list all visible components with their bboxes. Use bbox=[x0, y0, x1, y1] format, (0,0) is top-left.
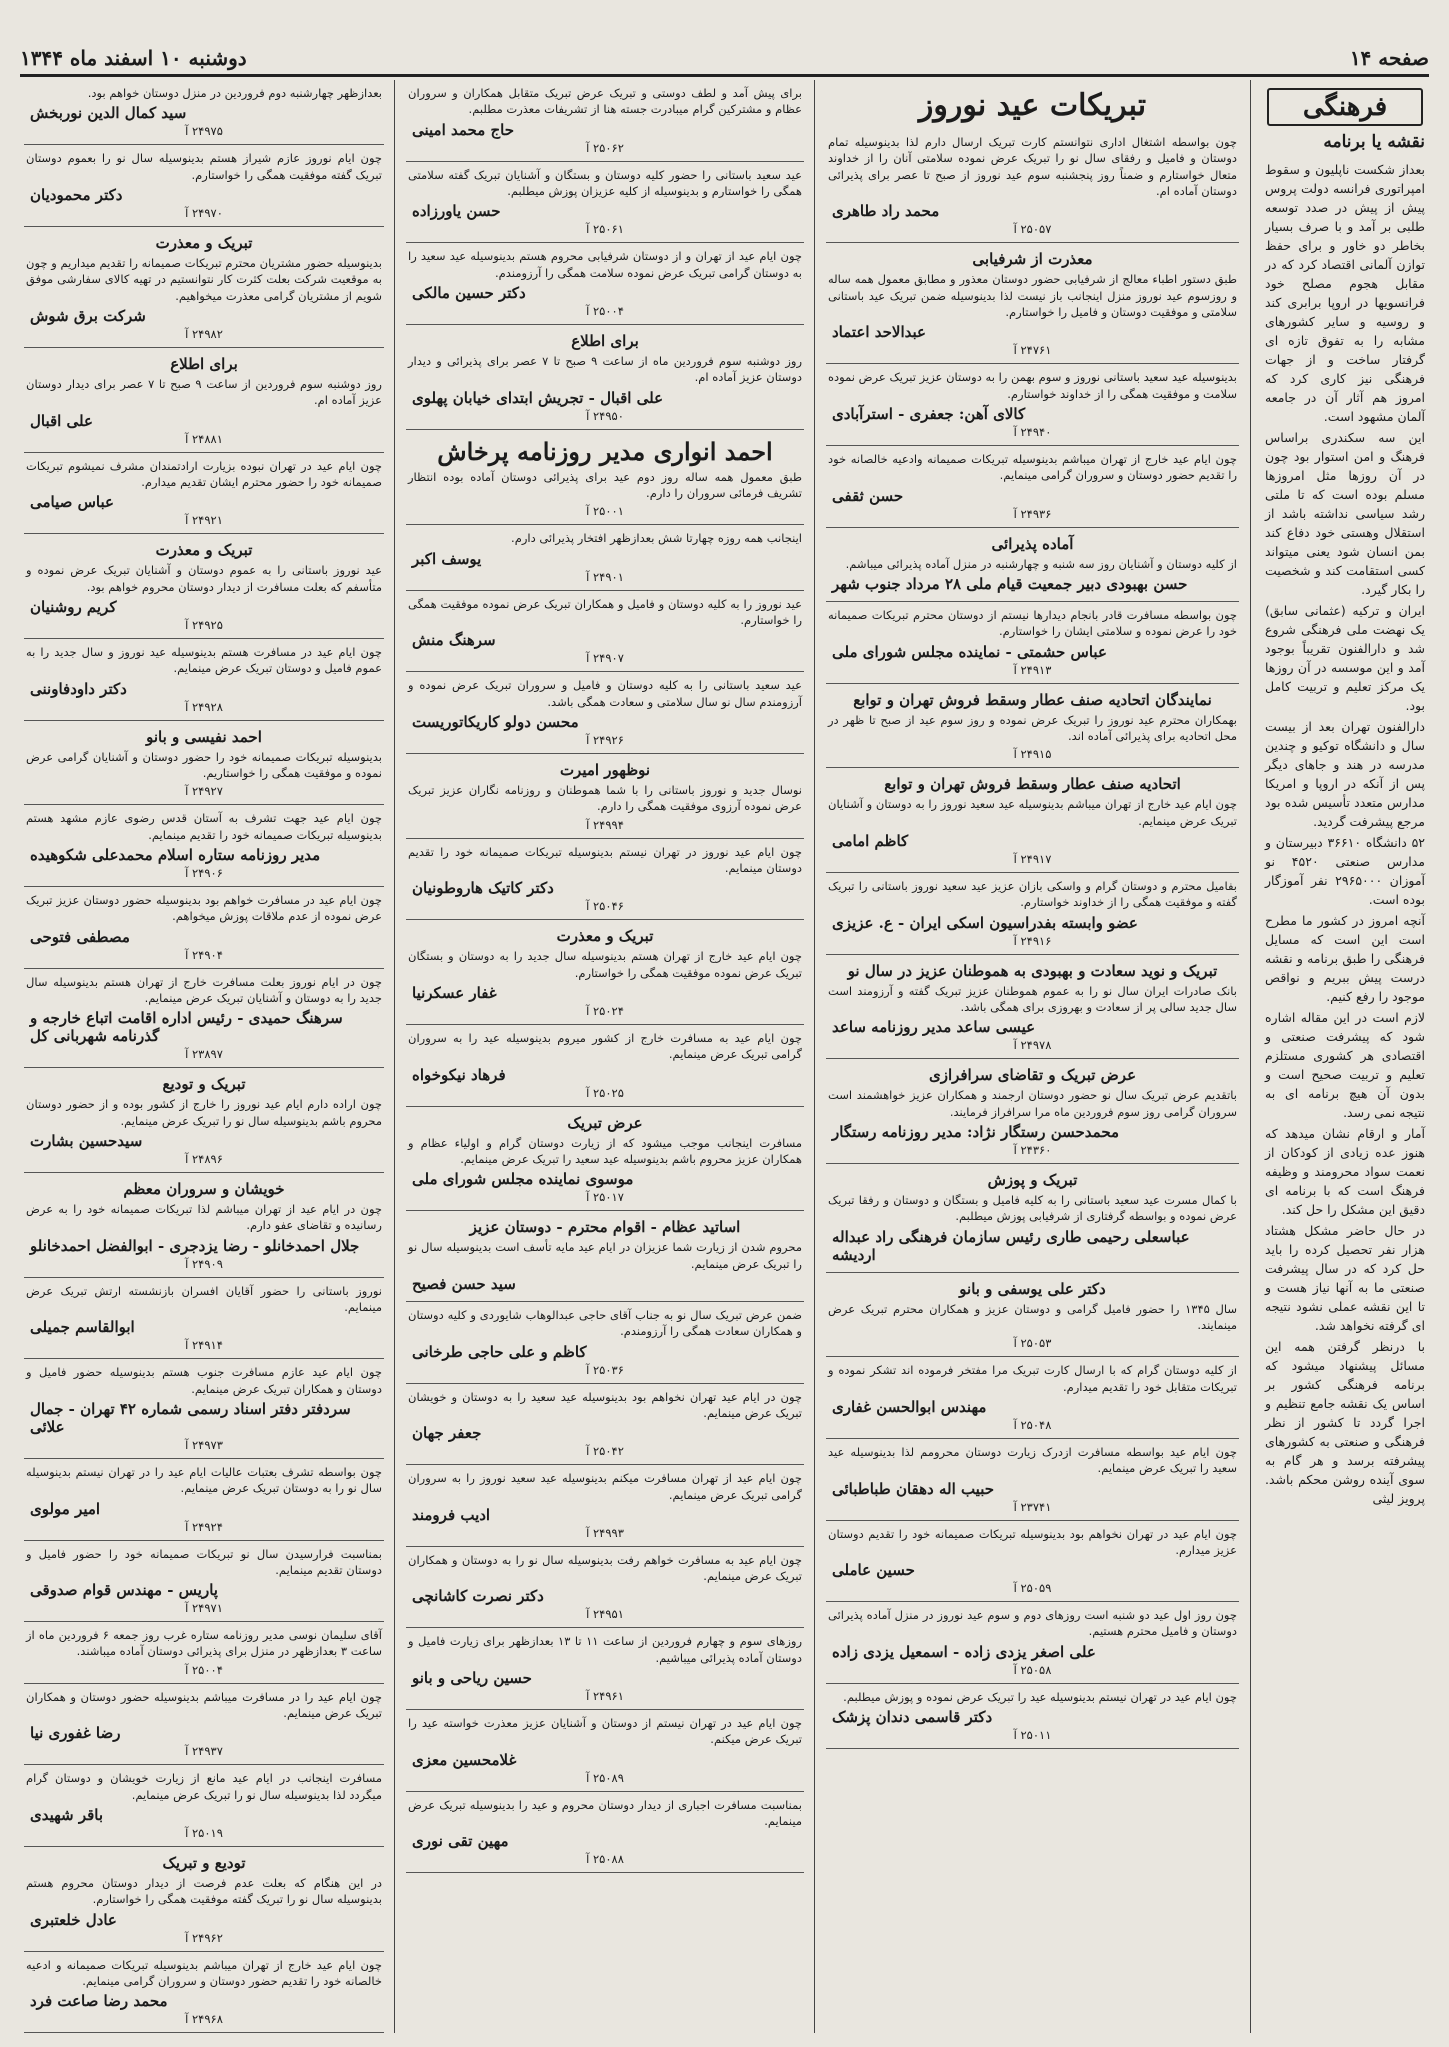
notice-heading: تبریک و پوزش bbox=[987, 1170, 1078, 1189]
greeting-notice bbox=[406, 80, 804, 162]
ad-code: ۲۴۹۳۶ آ bbox=[1013, 506, 1052, 521]
greeting-notice bbox=[826, 1273, 1239, 1358]
ad-code: ۲۵۰۰۱ آ bbox=[586, 504, 624, 519]
notice-signature: سید کمال الدین نوربخش bbox=[30, 104, 187, 123]
notice-signature: موسوی نماینده مجلس شورای ملی bbox=[412, 1170, 634, 1189]
notice-text: طبق دستور اطباء معالج از شرفیابی حضور دوستان معذور و مطابق معمول همه ساله و روزسوم عید نوروز منزل اینجانب باز نیست لذا بدینوسیله ضمن تبریک عید باستانی سلامتی و موفقیت دوستان و فامیل را خواستارم. bbox=[828, 272, 1237, 319]
ad-code: ۲۴۹۹۴ آ bbox=[586, 817, 624, 832]
ad-code: ۲۴۹۱۵ آ bbox=[1013, 747, 1052, 762]
ad-code: ۲۵۰۵۸ آ bbox=[1013, 1662, 1052, 1677]
article-title: نقشه یا برنامه bbox=[1323, 132, 1425, 152]
notice-signature: حبیب اله دهقان طباطبائی bbox=[832, 1479, 995, 1498]
greeting-notice bbox=[406, 325, 804, 430]
ad-code: ۲۵۰۵۹ آ bbox=[1013, 1581, 1052, 1596]
notice-signature: حسن یاورزاده bbox=[412, 202, 501, 221]
notice-text: عید سعید باستانی را به کلیه دوستان و فامیل و سروران تبریک عرض نموده و آرزومندم سال نو سال سلامتی و سعادت همگی باشد. bbox=[408, 678, 802, 709]
notice-signature: علی اقبال - تجریش ابتدای خیابان پهلوی bbox=[412, 388, 664, 407]
notice-text: در این هنگام که بعلت عدم فرصت از دیدار دوستان محروم هستم بدینوسیله سال نو را تبریک گفته موفقیت همگی را خواستارم. bbox=[26, 1876, 382, 1907]
notice-text: بانک صادرات ایران سال نو را به عموم هموطنان عزیز تبریک گفته و آرزومند است سال جدید سالی پر از سعادت و بهروزی برای همگی باشد. bbox=[828, 983, 1237, 1014]
notice-text: چون ایام نوروز عازم شیراز هستم بدینوسیله سال نو را بعموم دوستان تبریک گفته موفقیت همگی را خواستارم. bbox=[26, 151, 382, 182]
article-paragraph: این سه سکندری براساس فرهنگ و امن استوار بود چون در آن روزها مثل امروزها مسلم بوده است که تا ملتی رشد سیاسی نداشته باشد از استقلال وهستی خود دفاع کند بمن انسان شود یعنی میتواند کسی استقامت کند و شخصیت را بکار گیرد. bbox=[1265, 430, 1425, 597]
notice-text: روز دوشنبه سوم فروردین از ساعت ۹ صبح تا ۷ عصر برای دیدار دوستان عزیز آماده ام. bbox=[26, 376, 382, 408]
ad-code: ۲۵۰۴۸ آ bbox=[1013, 1417, 1052, 1432]
article-paragraph: ایران و ترکیه (عثمانی سابق) یک نهضت ملی فرهنگی شروع شد و دارالفنون تقریباً بوجود آمد و این موسسه در آن روزها یک مرکز تعلیم و تربیت کامل بود. bbox=[1265, 603, 1425, 713]
notice-heading: معذرت از شرفیابی bbox=[972, 250, 1093, 269]
notice-text: چون ایام عید به مسافرت خواهم رفت بدینوسیله سال نو را به دوستان و همکاران تبریک عرض مینمایم. bbox=[408, 1552, 802, 1584]
greeting-notice bbox=[826, 768, 1239, 873]
notice-text: چون ایام عید در مسافرت خواهم بود بدینوسیله حضور دوستان عزیز تبریک عرض نموده از عدم ملاقات پوزش میخواهم. bbox=[26, 892, 382, 924]
notice-text: برای پیش آمد و لطف دوستی و تبریک عرض تبریک متقابل همکاران و سروران عظام و مشترکین گرام میبادرت جسته هنا از تشریفات معذرت مطلبم. bbox=[408, 86, 802, 117]
notice-signature: عادل خلعتبری bbox=[30, 1910, 117, 1929]
notice-signature: دکتر نصرت کاشانچی bbox=[412, 1587, 544, 1606]
notice-signature: عیسی ساعد مدیر روزنامه ساعد bbox=[832, 1018, 1036, 1037]
greeting-notice bbox=[24, 721, 384, 806]
greeting-notice bbox=[826, 1059, 1239, 1164]
greeting-notice bbox=[826, 1164, 1239, 1273]
notice-text: بهمکاران محترم عید نوروز را تبریک عرض نموده و روز سوم عید از صبح تا ظهر در محل اتحادیه برای پذیرائی آماده اند. bbox=[828, 712, 1237, 743]
greeting-notice bbox=[406, 1547, 804, 1629]
notice-heading: تبریک و معذرت bbox=[155, 233, 253, 252]
ad-code: ۲۵۰۲۴ آ bbox=[586, 1003, 624, 1018]
greeting-notice bbox=[24, 227, 384, 348]
notice-signature: باقر شهیدی bbox=[30, 1806, 104, 1825]
notice-text: چون ایام عید به مسافرت خارج از کشور میروم بدینوسیله عید را به سروران گرامی تبریک عرض مینمایم. bbox=[408, 1030, 802, 1062]
page-number: صفحه ۱۴ bbox=[1349, 46, 1429, 70]
greeting-notice bbox=[24, 80, 384, 145]
notice-signature: مدیر روزنامه ستاره اسلام محمدعلی شکوهیده bbox=[30, 845, 321, 864]
article-paragraph: ۵۲ دانشگاه ۳۶۶۱۰ دبیرستان و مدارس صنعتی ۴۵۲۰ نو آموزان ۲۹۶۵۰۰۰ نفر آموزگار بوده است. bbox=[1265, 835, 1425, 907]
article-paragraph: آنچه امروز در کشور ما مطرح است این است که مسایل فرهنگی را طبق برنامه و نقشه درست پیش ببریم و نواقص موجود را رفع کنیم. bbox=[1265, 913, 1425, 1004]
notice-heading: اساتید عظام - اقوام محترم - دوستان عزیز bbox=[469, 1218, 741, 1237]
greetings-column-1 bbox=[820, 80, 1245, 2037]
greeting-notice bbox=[24, 534, 384, 639]
ad-code: ۲۴۹۷۱ آ bbox=[185, 1601, 223, 1616]
notice-text: بدینوسیله تبریکات صمیمانه خود را حضور دوستان و آشنایان گرامی عرض نموده و موفقیت همگی را خواستاریم. bbox=[26, 749, 382, 780]
article-paragraph: در حال حاضر مشکل هشتاد هزار نفر تحصیل کرده را باید حل کرد که در سال پیشرفت صنعتی ما به آنها نیاز هست و تا این نقشه عملی نشود نتیجه ای گرفته نخواهد شد. bbox=[1265, 1223, 1425, 1333]
ad-code: ۲۵۰۵۷ آ bbox=[1013, 222, 1052, 237]
greeting-notice bbox=[826, 446, 1239, 528]
greeting-notice bbox=[406, 430, 804, 526]
notice-text: عید نوروز را به کلیه دوستان و فامیل و همکاران تبریک عرض نموده موفقیت همگی را خواستارم. bbox=[408, 596, 802, 627]
page-header bbox=[20, 44, 1429, 77]
greeting-notice bbox=[24, 805, 384, 887]
ad-code: ۲۵۰۸۹ آ bbox=[586, 1770, 624, 1785]
greeting-notice bbox=[406, 672, 804, 754]
article-paragraph: بعداز شکست ناپلیون و سقوط امپراتوری فرانسه دولت پروس پیش از پیش در صدد توسعه طلبی بر آمد و با صرف بسیار بخاطر دو خاور و برای حفظ توازن آلمانی اقتصاد کرد که در مقابل هجوم مصلح خود فرانسویها در اروپا برابری کند و روسیه و سایر کشورهای مشابه را به تفوق تازه ای گرفتار ساخت و از جهات فرهنگی نیز کاری کرد که امروز هم آثار آن در جامعه آلمان مشهود است. bbox=[1265, 162, 1425, 424]
greeting-notice bbox=[24, 1068, 384, 1173]
greetings-column-2 bbox=[400, 80, 810, 2037]
notice-signature: سرهنگ حمیدی - رئیس اداره اقامت اتباع خارجه و گذرنامه شهربانی کل bbox=[30, 1009, 343, 1046]
notice-text: چون بواسطه اشتغال اداری نتوانستم کارت تبریک ارسال دارم لذا بدینوسیله تمام دوستان و فامیل و رفقای سال نو را تبریک عرض نموده سلامتی آنان را از خداوند متعال خواستارم و ضمناً روز پنجشنبه سوم عید نوروز از صبح تا عصر برای پذیرائی دوستان آماده ام. bbox=[828, 135, 1237, 198]
ad-code: ۲۴۹۰۶ آ bbox=[185, 865, 223, 880]
ad-code: ۲۵۰۱۱ آ bbox=[1013, 1728, 1052, 1743]
ad-code: ۲۵۰۰۴ آ bbox=[586, 303, 624, 318]
notice-heading: نوظهور امیرت bbox=[559, 760, 651, 779]
notice-text: باتقدیم عرض تبریک سال نو حضور دوستان ارجمند و همکاران عزیز خواهشمند است سروران گرامی روز سوم فروردین ماه مرا سرافراز فرمایند. bbox=[828, 1088, 1237, 1119]
notice-text: چون اراده دارم ایام عید نوروز را خارج از کشور بوده و از حضور دوستان محروم باشم بدینوسیله سال نو را تبریک عرض مینمایم. bbox=[26, 1097, 382, 1128]
ad-code: ۲۵۰۳۶ آ bbox=[586, 1362, 624, 1377]
ad-code: ۲۵۰۴۶ آ bbox=[586, 899, 624, 914]
notice-text: بعدازظهر چهارشنبه دوم فروردین در منزل دوستان خواهم بود. bbox=[87, 86, 382, 100]
ad-code: ۲۴۸۸۱ آ bbox=[185, 431, 223, 446]
notice-signature: سید حسن فصیح bbox=[412, 1274, 516, 1293]
ad-code: ۲۴۹۷۸ آ bbox=[1013, 1038, 1052, 1053]
greeting-notice bbox=[826, 1439, 1239, 1521]
notice-text: چون ایام عید در تهران نخواهم بود بدینوسیله تبریکات صمیمانه خود را تقدیم دوستان عزیز میدارم. bbox=[828, 1526, 1237, 1557]
issue-date: دوشنبه ۱۰ اسفند ماه ۱۳۴۴ bbox=[20, 46, 247, 70]
greeting-notice bbox=[24, 1952, 384, 2034]
notice-signature: سردفتر دفتر اسناد رسمی شماره ۴۲ تهران - جمال علائی bbox=[30, 1399, 351, 1436]
ad-code: ۲۴۹۵۰ آ bbox=[586, 408, 624, 423]
notice-text: بدینوسیله حضور مشتریان محترم تبریکات صمیمانه را تقدیم میداریم و چون به موقعیت شرکت بعلت کثرت کار نتوانستیم در تهیه کالای سفارشی موفق شویم از مشتریان گرامی معذرت میخواهیم. bbox=[26, 255, 382, 303]
notice-signature: کاظم و علی حاجی طرخانی bbox=[412, 1342, 587, 1361]
ad-code: ۲۴۹۲۴ آ bbox=[185, 1519, 223, 1534]
greeting-notice bbox=[24, 1847, 384, 1952]
greeting-notice bbox=[406, 920, 804, 1025]
notice-text: روزهای سوم و چهارم فروردین از ساعت ۱۱ تا ۱۳ بعدازظهر برای زیارت فامیل و دوستان آماده پذیرائی میباشیم. bbox=[408, 1634, 802, 1665]
notice-signature: غفار عسکرنیا bbox=[412, 983, 497, 1002]
ad-code: ۲۵۰۰۴ آ bbox=[185, 1662, 223, 1677]
notice-signature: رضا غفوری نیا bbox=[30, 1724, 121, 1743]
notice-text: چون در ایام نوروز بعلت مسافرت خارج از تهران هستم بدینوسیله سال جدید را به دوستان و آشنایان تبریک عرض مینمایم. bbox=[26, 974, 382, 1005]
ad-code: ۲۳۸۹۷ آ bbox=[185, 1047, 223, 1062]
notice-text: بمناسبت فرارسیدن سال نو تبریکات صمیمانه خود را حضور فامیل و دوستان تقدیم مینمایم. bbox=[26, 1546, 382, 1577]
notice-signature: محمد رضا صاعت فرد bbox=[30, 1992, 168, 2011]
greeting-notice bbox=[406, 162, 804, 244]
ad-code: ۲۴۹۵۱ آ bbox=[586, 1607, 624, 1622]
article-paragraph: با درنظر گرفتن همه این مسائل پیشنهاد میشود که برنامه فرهنگی کشور بر اساس یک نقشه جامع تنظیم و اجرا گردد تا کشور از نظر فرهنگی و صنعتی به کشورهای پیشرفته برسد و هر گام به سوی آینده روشن محکم باشد. پرویز لیثی bbox=[1265, 1339, 1425, 1506]
notice-signature: دکتر قاسمی دندان پزشک bbox=[832, 1708, 993, 1727]
greeting-notice bbox=[406, 754, 804, 839]
culture-article bbox=[1259, 80, 1431, 2037]
notice-heading: تبریک و معذرت bbox=[556, 927, 654, 946]
ad-code: ۲۵۰۶۲ آ bbox=[586, 140, 624, 155]
notice-signature: دکتر کاتیک هاروطونیان bbox=[412, 879, 554, 898]
ad-code: ۲۴۹۸۲ آ bbox=[185, 326, 223, 341]
notice-text: چون ایام عید عازم مسافرت جنوب هستم بدینوسیله حضور فامیل و دوستان و همکاران تبریک عرض مینمایم. bbox=[26, 1365, 382, 1396]
greeting-notice bbox=[406, 1302, 804, 1384]
notice-text: مسافرت اینجانب در ایام عید مانع از زیارت خویشان و دوستان گرام میگردد لذا بدینوسیله سال نو را تبریک عرض مینمایم. bbox=[26, 1771, 382, 1802]
notice-signature: جعفر جهان bbox=[412, 1424, 482, 1443]
notice-text: عید نوروز باستانی را به عموم دوستان و آشنایان تبریک عرض نموده و متأسفم که بعلت مسافرت از دیدار دوستان محروم خواهم بود. bbox=[26, 563, 382, 594]
ad-code: ۲۴۹۲۶ آ bbox=[586, 732, 624, 747]
ad-code: ۲۳۷۴۱ آ bbox=[1013, 1499, 1052, 1514]
notice-signature: مهندس ابوالحسن غفاری bbox=[832, 1397, 987, 1416]
column-section-title: تبریکات عید نوروز bbox=[918, 88, 1147, 123]
notice-text: بفامیل محترم و دوستان گرام و واسکی بازان عزیز عید سعید نوروز باستانی را تبریک گفته و موفقیت همگی را از خداوند خواستارم. bbox=[828, 878, 1237, 910]
notice-text: مسافرت اینجانب موجب میشود که از زیارت دوستان گرام و اولیاء عظام و همکاران عزیز محروم باشم بدینوسیله عید سعید را تبریک عرض مینمایم. bbox=[408, 1135, 802, 1166]
ad-code: ۲۴۹۱۴ آ bbox=[185, 1338, 223, 1353]
notice-signature: حسن ثقفی bbox=[832, 486, 904, 505]
ad-code: ۲۴۹۰۴ آ bbox=[185, 947, 223, 962]
ad-code: ۲۵۰۴۲ آ bbox=[586, 1444, 624, 1459]
notice-text: از کلیه دوستان گرام که با ارسال کارت تبریک مرا مفتخر فرموده اند تشکر نموده و تبریکات متقابل خود را تقدیم میدارم. bbox=[828, 1363, 1237, 1394]
notice-signature: جلال احمدخانلو - رضا یزدجری - ابوالفضل احمدخانلو bbox=[30, 1236, 360, 1255]
notice-text: آقای سلیمان نوسی مدیر روزنامه ستاره غرب روز جمعه ۶ فروردین ماه از ساعت ۳ بعدازظهر در منزل برای پذیرائی دوستان آماده میباشند. bbox=[26, 1628, 382, 1659]
notice-signature: شرکت برق شوش bbox=[30, 306, 146, 325]
notice-signature: محمدحسن رستگار نژاد: مدیر روزنامه رستگار bbox=[832, 1122, 1120, 1141]
notice-heading: نمایندگان اتحادیه صنف عطار وسقط فروش تهران و توابع bbox=[853, 690, 1212, 709]
notice-heading: آماده پذیرائی bbox=[991, 534, 1074, 553]
greeting-notice bbox=[406, 525, 804, 590]
notice-heading: تبریک و معذرت bbox=[155, 541, 253, 560]
notice-signature: عبدالاحد اعتماد bbox=[832, 323, 927, 342]
notice-heading: تبریک و نوید سعادت و بهبودی به هموطنان عزیز در سال نو bbox=[847, 961, 1218, 980]
notice-text: چون در ایام عید تهران نخواهم بود بدینوسیله عید سعید را به دوستان و خویشان تبریک عرض مینمایم. bbox=[408, 1389, 802, 1420]
notice-signature: عضو وابسته بفدراسیون اسکی ایران - ع. عزیزی bbox=[832, 913, 1138, 932]
greeting-notice bbox=[826, 873, 1239, 955]
ad-code: ۲۴۹۷۵ آ bbox=[185, 124, 223, 139]
ad-code: ۲۵۰۱۷ آ bbox=[586, 1190, 624, 1205]
ad-code: ۲۴۹۶۸ آ bbox=[185, 2012, 223, 2027]
notice-heading: تودیع و تبریک bbox=[162, 1854, 246, 1873]
greeting-notice bbox=[24, 1459, 384, 1541]
notice-signature: محسن دولو کاریکاتوریست bbox=[412, 712, 579, 731]
section-title: فرهنگی bbox=[1267, 88, 1423, 126]
notice-signature: دکتر حسین مالکی bbox=[412, 283, 526, 302]
notice-signature: علی اصغر یزدی زاده - اسمعیل یزدی زاده bbox=[832, 1642, 1096, 1661]
greeting-notice bbox=[24, 887, 384, 969]
greeting-notice bbox=[24, 1359, 384, 1459]
notice-heading: عرض تبریک و تقاضای سرافرازی bbox=[928, 1066, 1137, 1085]
notice-signature: عباسعلی رحیمی طاری رئیس سازمان فرهنگی راد عبداله اردیشه bbox=[832, 1227, 1190, 1264]
ad-code: ۲۴۹۱۷ آ bbox=[1013, 851, 1052, 866]
ad-code: ۲۴۹۷۰ آ bbox=[185, 205, 223, 220]
notice-signature: ادیب فرومند bbox=[412, 1505, 491, 1524]
notice-text: چون ایام عید از تهران مسافرت میکنم بدینوسیله عید سعید نوروز را به سروران گرامی تبریک عرض مینمایم. bbox=[408, 1471, 802, 1502]
notice-signature: دکتر داودفاوننی bbox=[30, 679, 127, 698]
notice-signature: محمد راد طاهری bbox=[832, 202, 940, 221]
greeting-notice bbox=[406, 1211, 804, 1302]
ad-code: ۲۴۹۴۰ آ bbox=[1013, 424, 1052, 439]
notice-signature: عباس صیامی bbox=[30, 493, 114, 512]
column-divider bbox=[394, 80, 395, 2033]
greeting-notice bbox=[406, 1465, 804, 1547]
notice-text: چون ایام عید بواسطه مسافرت ازدرک زیارت دوستان محرومم لذا بدینوسیله عید سعید را تبریک عرض مینمایم. bbox=[828, 1444, 1237, 1476]
notice-text: چون ایام عید در تهران نبوده بزیارت ارادتمندان مشرف نمیشوم تبریکات صمیمانه خود را حضور محترم ایشان تقدیم میدارم. bbox=[26, 458, 382, 489]
greeting-notice bbox=[24, 145, 384, 227]
greeting-notice bbox=[406, 243, 804, 325]
ad-code: ۲۴۹۱۳ آ bbox=[1013, 662, 1052, 677]
ad-code: ۲۴۳۶۰ آ bbox=[1013, 1142, 1052, 1157]
notice-text: بدینوسیله عید سعید باستانی نوروز و سوم بهمن را به دوستان عزیز تبریک عرض نموده سلامت و موفقیت همگی را از خداوند خواستارم. bbox=[828, 370, 1237, 401]
greeting-notice bbox=[406, 839, 804, 921]
greeting-notice bbox=[406, 1025, 804, 1107]
ad-code: ۲۴۹۰۷ آ bbox=[586, 651, 624, 666]
notice-signature: علی اقبال bbox=[30, 411, 93, 430]
notice-signature: حسن بهبودی دبیر جمعیت قیام ملی ۲۸ مرداد جنوب شهر bbox=[832, 574, 1188, 593]
notice-heading: عرض تبریک bbox=[567, 1113, 643, 1132]
greeting-notice bbox=[406, 1384, 804, 1466]
ad-code: ۲۴۹۶۲ آ bbox=[185, 1930, 223, 1945]
greeting-notice bbox=[826, 243, 1239, 364]
notice-text: نوسال جدید و نوروز باستانی را با شما هموطنان و روزنامه نگاران عزیز تبریک عرض نموده آرزوی موفقیت همگی را دارم. bbox=[408, 782, 802, 814]
notice-text: روز دوشنبه سوم فروردین ماه از ساعت ۹ صبح تا ۷ عصر برای پذیرائی و دیدار دوستان عزیز آماده ام. bbox=[408, 353, 802, 385]
greeting-notice bbox=[24, 1765, 384, 1847]
notice-heading: خویشان و سروران معظم bbox=[123, 1179, 285, 1198]
notice-signature: پاریس - مهندس قوام صدوقی bbox=[30, 1581, 218, 1600]
notice-text: طبق معمول همه ساله روز دوم عید برای پذیرائی دوستان آماده بوده انتظار تشریف فرمائی سروران را دارم. bbox=[408, 469, 802, 500]
notice-signature: ابوالقاسم جمیلی bbox=[30, 1318, 135, 1337]
notice-text: چون ایام عید در تهران نیستم بدینوسیله عید را تبریک عرض نموده و پوزش میطلبم. bbox=[843, 1689, 1237, 1704]
notice-signature: کالای آهن: جعفری - استرآبادی bbox=[832, 404, 1026, 423]
notice-signature: یوسف اکبر bbox=[412, 549, 482, 568]
notice-text: چون ایام عید خارج از تهران میباشم بدینوسیله تبریکات صمیمانه وادعیه خالصانه خود را تقدیم حضور دوستان و سروران گرامی مینمایم. bbox=[828, 451, 1237, 483]
notice-signature: سرهنگ منش bbox=[412, 631, 496, 650]
ad-code: ۲۵۰۶۱ آ bbox=[586, 222, 624, 237]
notice-text: از کلیه دوستان و آشنایان روز سه شنبه و چهارشنبه در منزل آماده پذیرائی میباشم. bbox=[845, 556, 1237, 571]
notice-text: عید سعید باستانی را حضور کلیه دوستان و بستگان و آشنایان تبریک گفته سلامتی همگی را خواستارم و بدینوسیله از کلیه عزیزان پوزش میطلبم. bbox=[408, 167, 802, 198]
notice-text: چون ایام عید از تهران و از دوستان شرفیابی محروم هستم بدینوسیله عید سعید را به دوستان گرامی تبریک عرض نموده سلامت همگی را آرزومندم. bbox=[408, 249, 802, 280]
greeting-notice bbox=[406, 1792, 804, 1874]
notice-signature: حسین عاملی bbox=[832, 1561, 915, 1580]
notice-text: ضمن عرض تبریک سال نو به جناب آقای حاجی عبدالوهاب شایوردی و کلیه دوستان و همکاران سعادت همگی را آرزومندم. bbox=[408, 1307, 802, 1339]
notice-text: چون بواسطه مسافرت قادر بانجام دیدارها نیستم از دوستان محترم تبریکات صمیمانه خود را عرض نموده و سلامتی ایشان را خواستارم. bbox=[828, 607, 1237, 639]
notice-text: چون روز اول عید دو شنبه است روزهای دوم و سوم عید نوروز در منزل آماده پذیرائی دوستان و فامیل محترم هستیم. bbox=[828, 1608, 1237, 1639]
greeting-notice bbox=[826, 1521, 1239, 1603]
ad-code: ۲۴۹۱۶ آ bbox=[1013, 933, 1052, 948]
ad-code: ۲۵۰۲۵ آ bbox=[586, 1085, 624, 1100]
greeting-notice bbox=[406, 1628, 804, 1710]
notice-signature: مصطفی فتوحی bbox=[30, 927, 130, 946]
greeting-notice bbox=[826, 1357, 1239, 1439]
notice-text: چون در ایام عید از تهران میباشم لذا تبریکات صمیمانه خود را به عرض رسانیده و تقاضای عفو دارم. bbox=[26, 1201, 382, 1233]
notice-heading: احمد نفیسی و بانو bbox=[146, 727, 262, 746]
ad-code: ۲۴۹۶۱ آ bbox=[586, 1689, 624, 1704]
notice-text: سال ۱۳۴۵ را حضور فامیل گرامی و دوستان عزیز و همکاران محترم تبریک عرض مینمایند. bbox=[828, 1301, 1238, 1332]
greeting-notice bbox=[24, 1541, 384, 1623]
notice-heading: تبریک و تودیع bbox=[162, 1075, 246, 1094]
greeting-notice bbox=[826, 684, 1239, 769]
notice-text: چون ایام عید خارج از تهران هستم بدینوسیله سال جدید را به دوستان و بستگان تبریک عرض نموده موفقیت همگی را خواستارم. bbox=[408, 949, 802, 980]
greeting-notice bbox=[826, 602, 1239, 684]
notice-text: چون ایام عید نوروز در تهران نیستم بدینوسیله تبریکات صمیمانه خود را تقدیم دوستان مینمایم. bbox=[408, 844, 802, 875]
column-divider bbox=[1250, 80, 1251, 2033]
column-divider bbox=[814, 80, 815, 2033]
notice-signature: حسین ریاحی و بانو bbox=[412, 1669, 532, 1688]
ad-code: ۲۴۹۲۱ آ bbox=[185, 513, 223, 528]
notice-signature: فرهاد نیکوخواه bbox=[412, 1065, 506, 1084]
ad-code: ۲۴۷۶۱ آ bbox=[1013, 343, 1052, 358]
ad-code: ۲۴۹۳۷ آ bbox=[185, 1744, 223, 1759]
notice-text: چون بواسطه تشرف بعتبات عالیات ایام عید را در تهران نیستم بدینوسیله سال نو را به دوستان تبریک عرض مینمایم. bbox=[26, 1464, 382, 1496]
ad-code: ۲۵۰۸۸ آ bbox=[586, 1852, 624, 1867]
ad-code: ۲۵۰۱۹ آ bbox=[185, 1826, 223, 1841]
notice-text: چون ایام عید خارج از تهران میباشم بدینوسیله عید سعید نوروز را به دوستان و آشنایان تبریک عرض مینمایم. bbox=[828, 797, 1237, 828]
notice-signature: کاظم امامی bbox=[832, 831, 909, 850]
notice-text: با کمال مسرت عید سعید باستانی را به کلیه فامیل و بستگان و دوستان و رفقا تبریک عرض نموده و بواسطه گرفتاری از شرفیابی پوزش میطلبم. bbox=[828, 1192, 1237, 1224]
greeting-notice bbox=[826, 1684, 1239, 1749]
ad-code: ۲۴۹۲۸ آ bbox=[185, 699, 223, 714]
article-body bbox=[1265, 160, 1425, 1508]
notice-text: اینجانب همه روزه چهارتا شش بعدازظهر افتخار پذیرائی دارم. bbox=[511, 531, 802, 546]
article-paragraph: لازم است در این مقاله اشاره شود که پیشرفت صنعتی و اقتصادی هر کشوری مستلزم تعلیم و تربیت صحیح است و بدون آن هیچ برنامه ای به نتیجه نمی رسد. bbox=[1265, 1010, 1425, 1120]
notice-text: چون ایام عید در تهران نیستم از دوستان و آشنایان عزیز معذرت خواسته عید را تبریک عرض میکنم. bbox=[408, 1716, 802, 1747]
greeting-notice bbox=[24, 639, 384, 721]
greeting-notice bbox=[406, 1710, 804, 1792]
ad-code: ۲۴۹۹۳ آ bbox=[586, 1525, 624, 1540]
notice-heading: دکتر علی یوسفی و بانو bbox=[959, 1279, 1106, 1298]
article-paragraph: آمار و ارقام نشان میدهد که هنوز عده زیادی از کودکان از نعمت سواد محرومند و وظیفه فرهنگ است که با برنامه ای دقیق این مشکل را حل کند. bbox=[1265, 1126, 1425, 1217]
greetings-column-3 bbox=[18, 80, 390, 2037]
greeting-notice bbox=[406, 591, 804, 673]
notice-text: محروم شدن از زیارت شما عزیزان در ایام عید مایه تأسف است بدینوسیله سال نو را تبریک عرض مینمایم. bbox=[408, 1240, 802, 1271]
notice-text: چون ایام عید جهت تشرف به آستان قدس رضوی عازم مشهد هستم بدینوسیله تبریکات صمیمانه خود را تقدیم مینمایم. bbox=[26, 811, 382, 842]
notice-text: چون ایام عید در مسافرت هستم بدینوسیله عید نوروز و سال جدید را به عموم فامیل و دوستان تبریک عرض مینمایم. bbox=[26, 644, 382, 676]
ad-code: ۲۴۹۰۹ آ bbox=[185, 1256, 223, 1271]
greeting-notice bbox=[24, 1173, 384, 1278]
notice-signature: عباس حشمتی - نماینده مجلس شورای ملی bbox=[832, 642, 1107, 661]
notice-text: چون ایام عید خارج از تهران میباشم بدینوسیله تبریکات صمیمانه و ادعیه خالصانه خود را تقدیم حضور دوستان و سروران گرامی مینمایم. bbox=[26, 1957, 382, 1989]
greeting-notice bbox=[406, 1107, 804, 1212]
greeting-notice bbox=[826, 528, 1239, 602]
notice-signature: دکتر محمودیان bbox=[30, 185, 123, 204]
greeting-notice bbox=[24, 453, 384, 535]
greeting-notice bbox=[24, 1278, 384, 1360]
greeting-notice bbox=[24, 1622, 384, 1684]
notice-signature: کریم روشنیان bbox=[30, 597, 117, 616]
article-paragraph: دارالفنون تهران بعد از بیست سال و دانشگاه توکیو و چندین مدرسه در هند و جاهای دیگر پس از آنکه در اروپا و امریکا مدارس متعدد تأسیس شده بود مرجع پیشرفت گردید. bbox=[1265, 719, 1425, 829]
notice-signature: سیدحسین بشارت bbox=[30, 1131, 143, 1150]
greeting-notice bbox=[826, 129, 1239, 243]
notice-heading: اتحادیه صنف عطار وسقط فروش تهران و توابع bbox=[884, 775, 1181, 794]
ad-code: ۲۴۹۷۳ آ bbox=[185, 1437, 223, 1452]
notice-signature: مهین تقی نوری bbox=[412, 1832, 509, 1851]
ad-code: ۲۴۹۲۵ آ bbox=[185, 617, 223, 632]
greeting-notice bbox=[826, 955, 1239, 1060]
greeting-notice bbox=[826, 364, 1239, 446]
greeting-notice bbox=[24, 348, 384, 453]
greeting-notice bbox=[24, 969, 384, 1069]
notice-heading: احمد انواری مدیر روزنامه پرخاش bbox=[437, 436, 773, 466]
notice-heading: برای اطلاع bbox=[170, 354, 238, 373]
greeting-notice bbox=[24, 1684, 384, 1766]
notice-signature: امیر مولوی bbox=[30, 1499, 101, 1518]
notice-heading: برای اطلاع bbox=[571, 331, 639, 350]
notice-signature: غلامحسین معزی bbox=[412, 1750, 517, 1769]
notice-text: نوروز باستانی را حضور آقایان افسران بازنشسته ارتش تبریک عرض مینمایم. bbox=[26, 1283, 382, 1314]
notice-signature: حاج محمد امینی bbox=[412, 120, 514, 139]
greeting-notice bbox=[826, 1602, 1239, 1684]
notice-text: بمناسبت مسافرت اجباری از دیدار دوستان محروم و عید را بدینوسیله تبریک عرض مینمایم. bbox=[408, 1797, 802, 1829]
notice-text: چون ایام عید را در مسافرت میباشم بدینوسیله حضور دوستان و همکاران تبریک عرض مینمایم. bbox=[26, 1689, 382, 1721]
ad-code: ۲۴۹۲۷ آ bbox=[185, 784, 223, 799]
ad-code: ۲۴۸۹۶ آ bbox=[185, 1151, 223, 1166]
ad-code: ۲۵۰۵۳ آ bbox=[1013, 1336, 1052, 1351]
ad-code: ۲۴۹۰۱ آ bbox=[586, 569, 624, 584]
